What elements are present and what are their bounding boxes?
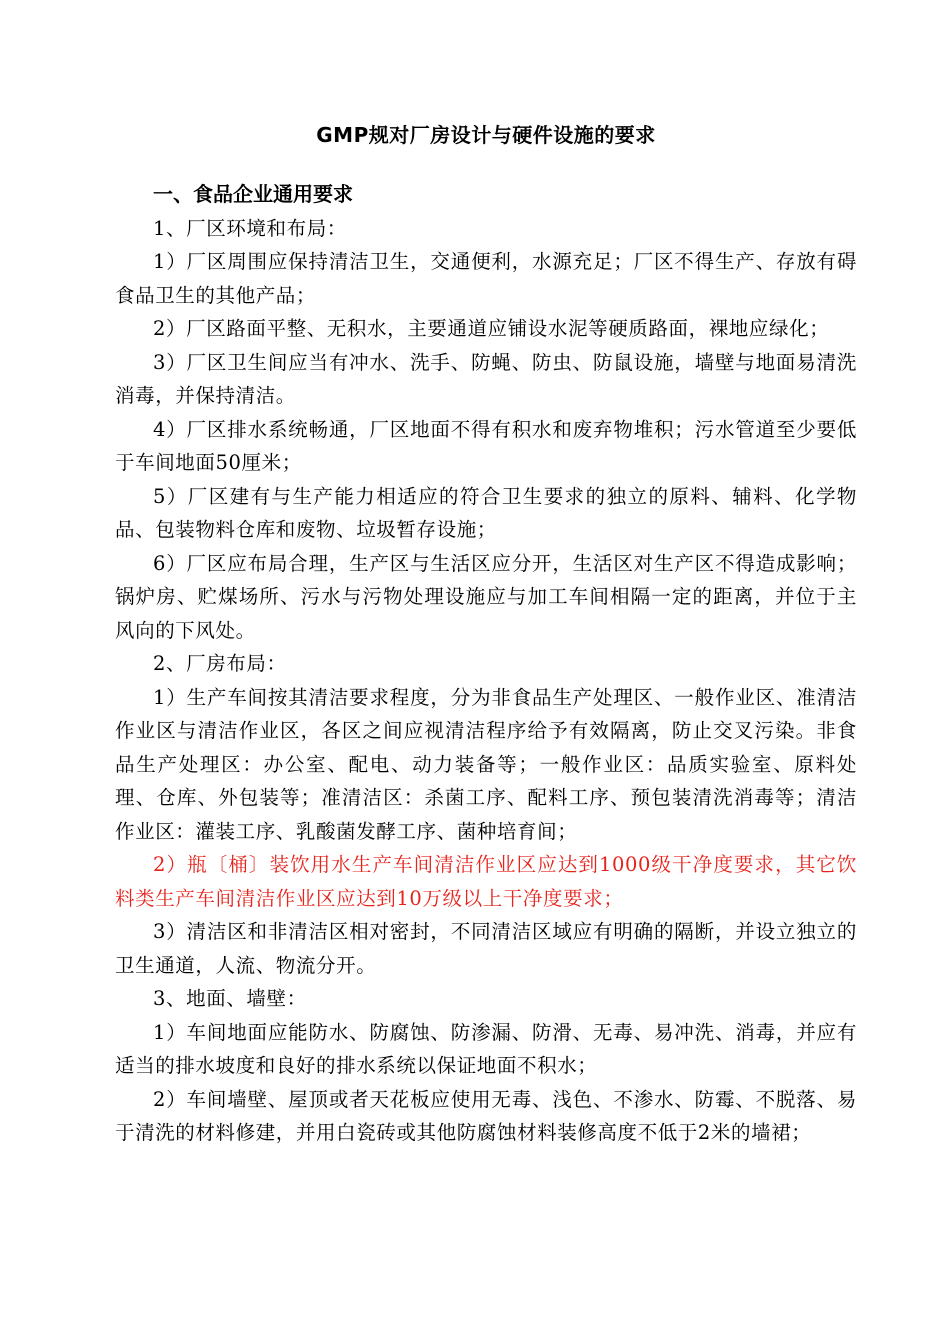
page-title: GMP规对厂房设计与硬件设施的要求: [316, 123, 656, 147]
paragraph-site-item-2: 2）厂区路面平整、无积水，主要通道应铺设水泥等硬质路面，裸地应绿化；: [153, 317, 830, 340]
subsection-heading-site-layout: 1、厂区环境和布局：: [153, 216, 347, 240]
paragraph-floor-item-1: 1）车间地面应能防水、防腐蚀、防渗漏、防滑、无毒、易冲洗、消毒，并应有适当的排水坡度和良好的排水系统以保证地面不积水；: [115, 1020, 857, 1077]
document-page: [115, 118, 857, 1150]
paragraph-plant-item-3: 3）清洁区和非清洁区相对密封，不同清洁区域应有明确的隔断，并设立独立的卫生通道，人流、物流分开。: [115, 920, 857, 977]
paragraph-floor-item-2: 2）车间墙壁、屋顶或者天花板应使用无毒、浅色、不渗水、防霉、不脱落、易于清洗的材料修建，并用白瓷砖或其他防腐蚀材料装修高度不低于2米的墙裙；: [115, 1087, 857, 1144]
section-heading-general-requirements: 一、食品企业通用要求: [153, 182, 353, 206]
paragraph-plant-item-2-highlighted: 2）瓶〔桶〕装饮用水生产车间清洁作业区应达到1000级干净度要求，其它饮料类生产车间清洁作业区应达到10万级以上干净度要求；: [115, 853, 857, 910]
paragraph-site-item-6: 6）厂区应布局合理，生产区与生活区应分开，生活区对生产区不得造成影响；锅炉房、贮煤场所、污水与污物处理设施应与加工车间相隔一定的距离，并位于主风向的下风处。: [115, 551, 857, 642]
paragraph-site-item-5: 5）厂区建有与生产能力相适应的符合卫生要求的独立的原料、辅料、化学物品、包装物料仓库和废物、垃圾暂存设施；: [115, 484, 857, 541]
paragraph-site-item-4: 4）厂区排水系统畅通，厂区地面不得有积水和废弃物堆积；污水管道至少要低于车间地面50厘米；: [115, 417, 857, 474]
subsection-heading-floor-walls: 3、地面、墙壁：: [153, 987, 307, 1010]
paragraph-site-item-1: 1）厂区周围应保持清洁卫生，交通便利，水源充足；厂区不得生产、存放有碍食品卫生的其他产品；: [115, 250, 857, 307]
subsection-heading-plant-layout: 2、厂房布局：: [153, 652, 287, 675]
paragraph-site-item-3: 3）厂区卫生间应当有冲水、洗手、防蝇、防虫、防鼠设施，墙壁与地面易清洗消毒，并保持清洁。: [115, 350, 857, 407]
paragraph-plant-item-1: 1）生产车间按其清洁要求程度，分为非食品生产处理区、一般作业区、准清洁作业区与清洁作业区，各区之间应视清洁程序给予有效隔离，防止交叉污染。非食品生产处理区：办公室、配电、动力装备等；一般作业区：品质实验室、原料处理、仓库、外包装等；准清洁区：杀菌工序、配料工序、预包装清洗消毒等；清洁作业区：灌装工序、乳酸菌发酵工序、菌种培育间；: [115, 685, 857, 843]
